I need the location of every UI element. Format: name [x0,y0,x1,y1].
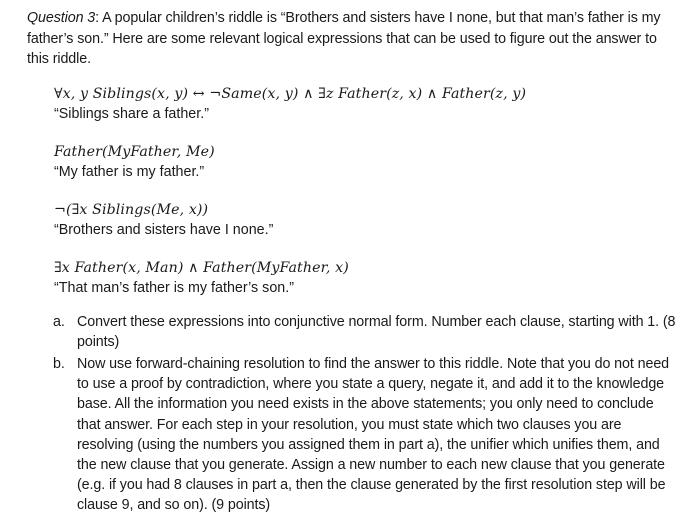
expression-block-2 [54,142,677,182]
expression-caption-3: “Brothers and sisters have I none.” [54,221,274,238]
expression-formula-2: Father(MyFather, Me) [54,143,215,160]
expression-block-4 [54,258,677,298]
expression-formula-3: ¬(∃x Siblings(Me, x)) [54,201,209,218]
question-document [27,8,677,518]
task-item-b [27,354,677,516]
task-text-a: Convert these expressions into conjunctive normal form. Number each clause, starting with 1. (8 points) [77,313,676,350]
expression-block-3 [54,200,677,240]
task-marker-b: b. [53,355,65,372]
task-marker-a: a. [53,313,65,330]
expression-caption-1: “Siblings share a father.” [54,105,209,122]
expression-caption-4: “That man’s father is my father’s son.” [54,279,294,296]
task-item-a [27,312,677,352]
expression-formula-4: ∃x Father(x, Man) ∧ Father(MyFather, x) [54,259,349,276]
expression-formula-1: ∀x, y Siblings(x, y) ↔ ¬Same(x, y) ∧ ∃z Father(z, x) ∧ Father(z, y) [54,85,527,102]
task-list [27,312,677,516]
expression-block-1 [54,84,677,124]
expression-caption-2: “My father is my father.” [54,163,205,180]
question-intro [27,8,677,70]
question-label: Question 3 [27,10,96,26]
question-text: : A popular children’s riddle is “Brothers and sisters have I none, but that man’s father is my father’s son.” Here are some relevant logical expressions that can be used to figure out the answer to this riddle. [27,10,661,67]
task-text-b: Now use forward-chaining resolution to find the answer to this riddle. Note that you do not need to use a proof by contradiction, where you state a query, negate it, and add it to the knowledge base. All the information you need exists in the above statements; you only need to conclude that answer. For each step in your resolution, you must state which two clauses you are resolving (using the numbers you assigned them in part a), the unifier which unifies them, and the new clause that you generate. Assign a new number to each new clause that you generate (e.g. if you had 8 clauses in part a, then the clause generated by the first resolution step will be clause 9, and so on). (9 points) [77,355,670,514]
